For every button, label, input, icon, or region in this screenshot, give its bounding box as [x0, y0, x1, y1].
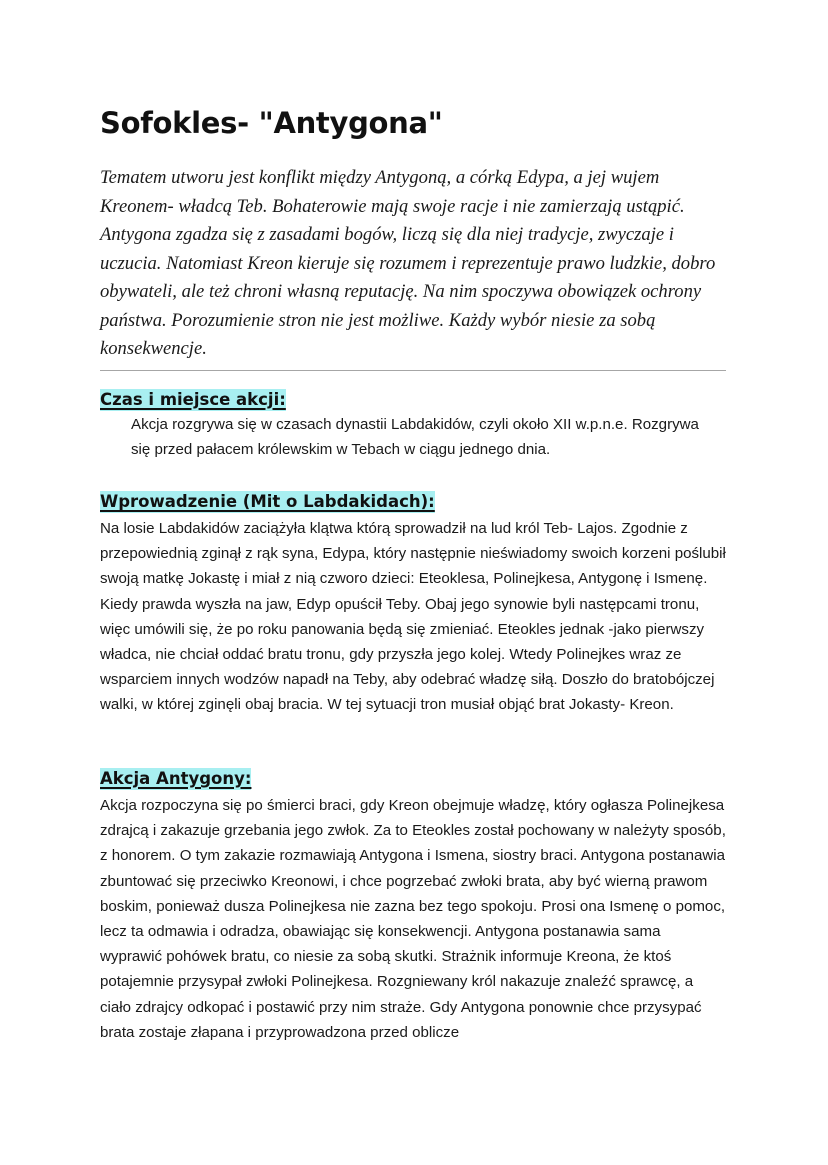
section-heading-text: Czas i miejsce akcji: — [100, 390, 286, 409]
section-text-akcja-antygony: Akcja rozpoczyna się po śmierci braci, gdy Kreon obejmuje władzę, który ogłasza Polinejkesa zdrajcą i zakazuje grzebania jego zwłok. Za to Eteokles został pochowany w należyty sposób, z honorem. O tym zakazie rozmawiają Antygona i Ismena, siostry braci. Antygona postanawia zbuntować się przeciwko Kreonowi, i chce pogrzebać zwłoki brata, aby być wierną prawom boskim, ponieważ dusza Polinejkesa nie zazna bez tego spokoju. Prosi ona Ismenę o pomoc, lecz ta odmawia i odradza, obawiając się konsekwencji. Antygona postanawia sama wyprawić pohówek bratu, co niesie za sobą skutki. Strażnik informuje Kreona, że ktoś potajemnie przysypał zwłoki Polinejkesa. Rozgniewany król nakazuje znaleźć sprawcę, a ciało zdrajcy odkopać i postawić przy nim straże. Gdy Antygona ponownie chce przysypać brata zostaje złapana i przyprowadzona przed oblicze — [100, 797, 726, 1041]
document-title: Sofokles- "Antygona" — [100, 106, 443, 140]
section-heading-text: Wprowadzenie (Mit o Labdakidach): — [100, 492, 435, 511]
section-heading-wprowadzenie — [100, 490, 435, 514]
intro-paragraph: Tematem utworu jest konflikt między Antygoną, a córką Edypa, a jej wujem Kreonem- władcą Teb. Bohaterowie mają swoje racje i nie zamierzają ustąpić. Antygona zgadza się z zasadami bogów, liczą się dla niej tradycje, zwyczaje i uczucia. Natomiast Kreon kieruje się rozumem i reprezentuje prawo ludzkie, dobro obywateli, ale też chroni własną reputację. Na nim spoczywa obowiązek ochrony państwa. Porozumienie stron nie jest możliwe. Każdy wybór niesie za sobą konsekwencje. — [100, 167, 716, 359]
section-heading-akcja-antygony — [100, 767, 251, 791]
section-heading-czas-i-miejsce — [100, 388, 286, 412]
section-text-czas-i-miejsce: Akcja rozgrywa się w czasach dynastii Labdakidów, czyli około XII w.p.n.e. Rozgrywa się przed pałacem królewskim w Tebach w ciągu jednego dnia. — [131, 416, 699, 459]
horizontal-divider — [100, 370, 726, 371]
section-text-wprowadzenie: Na losie Labdakidów zaciążyła klątwa którą sprowadził na lud król Teb- Lajos. Zgodnie z przepowiednią zginął z rąk syna, Edypa, który następnie nieświadomy swoich korzeni poślubił swoją matkę Jokastę i miał z nią czworo dzieci: Eteoklesa, Polinejkesa, Antygonę i Ismenę. Kiedy prawda wyszła na jaw, Edyp opuścił Teby. Obaj jego synowie byli następcami tronu, więc umówili się, że po roku panowania będą się zmieniać. Eteokles jednak -jako pierwszy władca, nie chciał oddać bratu tronu, gdy przyszła jego kolej. Wtedy Polinejkes wraz ze wsparciem innych wodzów napadł na Teby, aby odebrać władzę siłą. Doszło do bratobójczej walki, w której zginęli obaj bracia. W tej sytuacji tron musiał objąć brat Jokasty- Kreon. — [100, 520, 726, 714]
section-heading-text: Akcja Antygony: — [100, 769, 252, 788]
